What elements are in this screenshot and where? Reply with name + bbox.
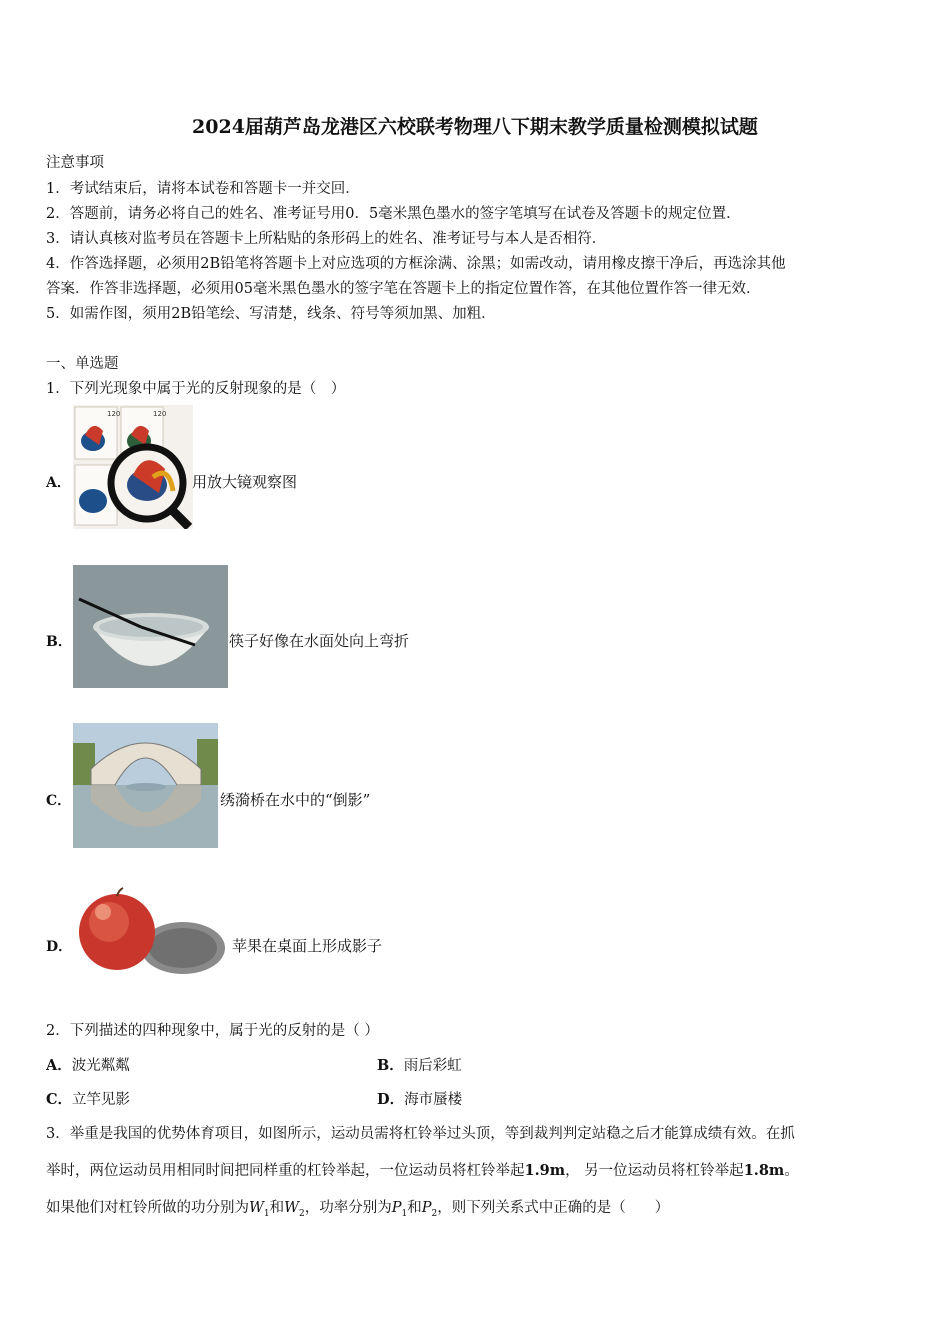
stamp-value-1: 120 (107, 410, 121, 418)
q3-var-p1: P (391, 1200, 402, 1216)
q1-option-b-letter: B． (46, 634, 72, 650)
q2-option-d-letter: D． (377, 1091, 405, 1108)
magnifier-stamp-image (73, 405, 193, 529)
section-heading: 一、单选题 (46, 356, 119, 372)
q3-line-2c: 。 (784, 1163, 799, 1179)
q3-var-p2-sub: 2 (431, 1208, 438, 1219)
q3-var-p1-sub: 1 (401, 1208, 408, 1219)
q2-option-c-letter: C． (46, 1091, 73, 1108)
q3-line-3a: 如果他们对杠铃所做的功分别为 (46, 1200, 249, 1216)
q1-option-b-caption: 筷子好像在水面处向上弯折 (229, 632, 410, 650)
q1-option-c-caption: 绣漪桥在水中的“倒影” (220, 791, 371, 809)
q2-option-b-letter: B． (377, 1057, 404, 1074)
notice-item-5: 5．如需作图，须用2B铅笔绘、写清楚，线条、符号等须加黑、加粗． (46, 306, 496, 322)
q1-option-d-letter: D． (46, 939, 73, 955)
q2-option-c-text: 立竿见影 (72, 1092, 131, 1108)
q3-height-1: 1.9m (524, 1162, 566, 1179)
stamp-value-2: 120 (153, 410, 167, 418)
q3-var-w1-sub: 1 (263, 1208, 270, 1219)
chopstick-bowl-image (73, 565, 228, 688)
q3-line-2 (46, 1159, 799, 1180)
q3-var-w2: W (284, 1200, 300, 1216)
q3-line-3 (46, 1196, 669, 1219)
q3-and-1: 和 (269, 1200, 285, 1216)
q3-line-3b: ，功率分别为 (304, 1200, 392, 1216)
q3-var-p2: P (421, 1200, 432, 1216)
q1-option-a-letter: A． (46, 475, 71, 491)
arch-bridge-image (73, 723, 218, 848)
q3-line-3c: ，则下列关系式中正确的是（ ） (437, 1200, 670, 1216)
page-title: 2024届葫芦岛龙港区六校联考物理八下期末教学质量检测模拟试题 (192, 116, 758, 138)
q2-option-b-text: 雨后彩虹 (403, 1058, 462, 1074)
q3-line-2a: 举时，两位运动员用相同时间把同样重的杠铃举起，一位运动员将杠铃举起 (46, 1163, 525, 1179)
notice-item-2: 2．答题前，请务必将自己的姓名、准考证号用0．5毫米黑色墨水的签字笔填写在试卷及答题卡的规定位置． (46, 206, 741, 222)
notice-item-1: 1．考试结束后，请将本试卷和答题卡一并交回． (46, 181, 360, 197)
q3-line-1: 3．举重是我国的优势体育项目，如图所示，运动员需将杠铃举过头顶，等到裁判判定站稳之后才能算成绩有效。在抓 (46, 1126, 795, 1142)
notice-item-3: 3．请认真核对监考员在答题卡上所粘贴的条形码上的姓名、准考证号与本人是否相符． (46, 231, 607, 247)
q3-var-w1: W (249, 1200, 264, 1216)
q1-option-c-letter: C． (46, 793, 72, 809)
q3-height-2: 1.8m (743, 1162, 785, 1179)
q1-option-a-caption: 用放大镜观察图 (192, 473, 298, 491)
apple-shadow-image (73, 880, 228, 980)
q2-stem: 2．下列描述的四种现象中，属于光的反射的是（ ） (46, 1023, 379, 1039)
q1-option-d-caption: 苹果在桌面上形成影子 (232, 937, 383, 955)
q3-var-w2-sub: 2 (299, 1208, 305, 1219)
q3-and-2: 和 (407, 1200, 422, 1216)
q3-line-2b: ， 另一位运动员将杠铃举起 (565, 1163, 744, 1179)
notice-item-4-cont: 答案．作答非选择题，必须用05毫米黑色墨水的签字笔在答题卡上的指定位置作答，在其他位置作答一律无效． (46, 281, 761, 297)
q2-option-a-text: 波光粼粼 (71, 1058, 130, 1074)
q1-stem: 1．下列光现象中属于光的反射现象的是（ ） (46, 381, 346, 397)
q2-option-a-letter: A． (46, 1057, 72, 1074)
q2-option-d-text: 海市蜃楼 (404, 1092, 463, 1108)
notice-item-4: 4．作答选择题，必须用2B铅笔将答题卡上对应选项的方框涂满、涂黑；如需改动，请用橡皮擦干净后，再选涂其他 (46, 256, 786, 272)
notice-heading: 注意事项 (46, 155, 104, 171)
